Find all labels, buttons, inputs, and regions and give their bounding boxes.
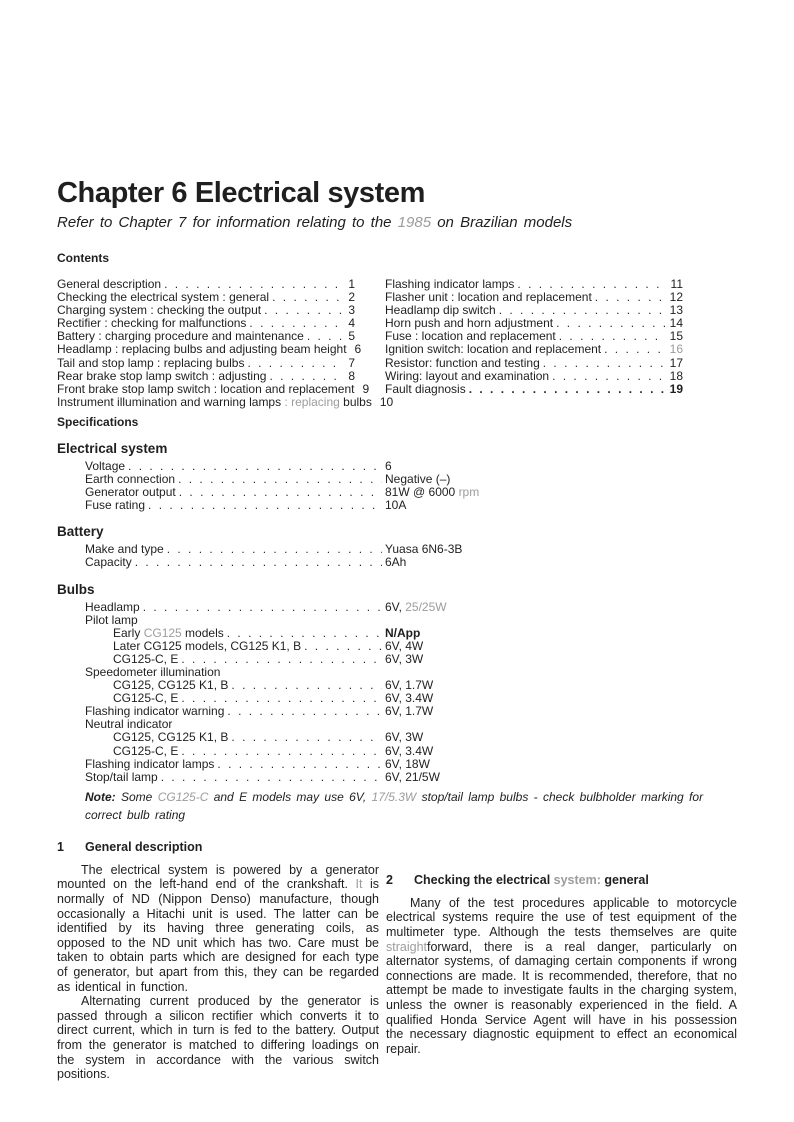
- spec-section-title: Bulbs: [57, 581, 95, 597]
- text-segment: N/App: [385, 625, 421, 640]
- paragraph: [57, 994, 379, 1082]
- text-segment: straight: [386, 939, 427, 954]
- text-segment: Pilot lamp: [85, 612, 138, 627]
- text-segment: on Brazilian models: [431, 214, 573, 231]
- text-segment: Rectifier : checking for malfunctions: [57, 316, 247, 331]
- text-segment: Flashing indicator lamps: [85, 756, 215, 771]
- text-segment: Refer to Chapter 7 for information relating to the: [57, 214, 398, 231]
- text-segment: 6Ah: [385, 555, 407, 570]
- contents-item-page: 15: [669, 329, 683, 344]
- contents-item-page: 1: [348, 277, 355, 291]
- text-segment: Stop/tail lamp: [85, 769, 158, 784]
- dot-leader: [604, 343, 665, 356]
- text-segment: Charging system : checking the output: [57, 303, 262, 318]
- text-segment: CG125, CG125 K1, B: [113, 730, 229, 745]
- spec-row-value: [385, 705, 737, 718]
- contents-list: [57, 278, 737, 409]
- text-segment: Later CG125 models, CG125 K1, B: [113, 638, 302, 653]
- text-segment: Speedometer illumination: [85, 664, 221, 679]
- dot-leader: [595, 291, 665, 304]
- text-segment: General description: [85, 839, 203, 854]
- text-segment: Checking the electrical system : general: [57, 290, 270, 305]
- dot-leader: [272, 291, 343, 304]
- text-segment: Front brake stop lamp switch : location and replacement: [57, 381, 355, 396]
- dot-leader: [135, 556, 382, 569]
- text-segment: Some: [121, 789, 158, 804]
- text-segment: Fuse : location and replacement: [385, 329, 556, 344]
- dot-leader: [178, 473, 382, 486]
- spec-row: [57, 556, 737, 569]
- text-segment: forward, there is a real danger, particularly on alternator systems, of damaging certain components if wrong connections are made. It is recommended, therefore, that no attempt be made to investigate faults in the charging system, unless the owner is reasonably experienced in the field. A qualified Honda Service Agent will have in his possession the necessary diagnostic equipment to effect an economical repair.: [386, 939, 737, 1056]
- contents-item-page: 18: [669, 368, 683, 383]
- dot-leader: [264, 304, 343, 317]
- page-title: Chapter 6 Electrical system: [57, 177, 425, 209]
- spec-section: [57, 525, 737, 569]
- text-segment: Flashing indicator warning: [85, 704, 225, 719]
- text-segment: Negative (–): [385, 472, 451, 487]
- spec-row-value: [385, 601, 737, 614]
- dot-leader: [231, 731, 382, 744]
- page-subtitle: [57, 213, 737, 232]
- spec-row-value: [385, 499, 737, 512]
- body-left-column: [57, 840, 379, 1082]
- text-segment: is normally of ND (Nippon Denso) manufacture, though occasionally a Hitachi unit is used. The latter can be identified by its having three generating coils, as opposed to the ND unit which has two. Care must be taken to obtain parts which are designed for each type of generator, but apart from this, they can be regarded as identical in function.: [57, 877, 379, 994]
- text-segment: Headlamp dip switch: [385, 303, 496, 318]
- spec-row-value: [385, 627, 737, 640]
- contents-item-page: 11: [670, 277, 683, 291]
- text-segment: The electrical system is powered by a generator mounted on the left-hand end of the crankshaft.: [57, 862, 379, 892]
- text-segment: 6V, 1.7W: [385, 678, 434, 693]
- text-segment: 6V, 3.4W: [385, 743, 434, 758]
- dot-leader: [552, 370, 665, 383]
- text-segment: Capacity: [85, 555, 132, 570]
- spec-row-value: [385, 486, 737, 499]
- text-segment: CG125, CG125 K1, B: [113, 678, 229, 693]
- spec-note: [85, 788, 737, 824]
- text-segment: Generator output: [85, 485, 176, 500]
- spec-section-title: Electrical system: [57, 440, 168, 456]
- text-segment: CG125-C, E: [113, 743, 179, 758]
- dot-leader: [227, 705, 382, 718]
- spec-row-label: [85, 499, 145, 512]
- text-segment: 6V, 3W: [385, 730, 424, 745]
- contents-left-column: [57, 277, 394, 409]
- text-segment: Yuasa 6N6-3B: [385, 542, 463, 557]
- contents-item: [57, 394, 394, 409]
- text-segment: Horn push and horn adjustment: [385, 316, 554, 331]
- spec-row-value: [385, 731, 737, 744]
- text-segment: : replacing: [284, 394, 340, 409]
- contents-item-page: 3: [348, 303, 355, 318]
- text-segment: Ignition switch: location and replacement: [385, 342, 602, 357]
- text-segment: General description: [57, 277, 162, 291]
- text-segment: general: [600, 872, 649, 887]
- section-heading: [57, 840, 379, 854]
- contents-item-page: 5: [348, 329, 355, 344]
- text-segment: Note:: [85, 789, 121, 804]
- specifications-block: [57, 442, 737, 824]
- text-segment: Tail and stop lamp : replacing bulbs: [57, 355, 245, 370]
- contents-item-page: 13: [669, 303, 683, 318]
- text-segment: 6V, 3.4W: [385, 691, 434, 706]
- contents-item-page: 12: [669, 290, 683, 305]
- text-segment: Flasher unit : location and replacement: [385, 290, 592, 305]
- text-segment: CG125-C: [157, 789, 209, 804]
- spec-row-value: [385, 771, 737, 784]
- spec-section: [57, 583, 737, 824]
- text-segment: Make and type: [85, 542, 164, 557]
- text-segment: bulbs: [339, 394, 372, 409]
- dot-leader: [179, 486, 382, 499]
- text-segment: 6V, 21/5W: [385, 769, 440, 784]
- spec-row-value: [385, 692, 737, 705]
- text-segment: 17/5.3W: [371, 789, 417, 804]
- contents-item-page: 19: [669, 381, 683, 396]
- text-segment: Fault diagnosis: [385, 381, 466, 396]
- spec-row-value: [385, 653, 737, 666]
- contents-item-page: 10: [379, 394, 394, 409]
- spec-row-value: [385, 543, 737, 556]
- spec-section: [57, 442, 737, 512]
- text-segment: Headlamp : replacing bulbs and adjusting beam height: [57, 342, 347, 357]
- contents-item-page: 2: [348, 290, 355, 305]
- text-segment: Flashing indicator lamps: [385, 277, 515, 291]
- dot-leader: [161, 771, 382, 784]
- contents-right-column: [385, 278, 683, 409]
- text-segment: Fuse rating: [85, 498, 146, 513]
- dot-leader: [167, 543, 382, 556]
- contents-item: [385, 383, 683, 396]
- text-segment: models: [181, 625, 224, 640]
- spec-row: [57, 499, 737, 512]
- text-segment: 6V, 3W: [385, 651, 424, 666]
- text-segment: Rear brake stop lamp switch : adjusting: [57, 368, 267, 383]
- dot-leader: [543, 357, 665, 370]
- text-segment: 81W @ 6000: [385, 485, 459, 500]
- text-segment: 25/25W: [405, 599, 447, 614]
- section-heading: [386, 873, 737, 887]
- spec-row-value: [385, 679, 737, 692]
- dot-leader: [556, 317, 665, 330]
- dot-leader: [231, 679, 382, 692]
- contents-item-page: 9: [362, 381, 370, 396]
- text-segment: Many of the test procedures applicable to motorcycle electrical systems require the use of test equipment of the multimeter type. Although the tests themselves are quite: [386, 895, 737, 939]
- spec-row-value: [385, 556, 737, 569]
- text-segment: system:: [553, 872, 601, 887]
- text-segment: 10A: [385, 498, 407, 513]
- body-right-column: [386, 873, 737, 1057]
- text-segment: CG125-C, E: [113, 651, 179, 666]
- text-segment: Early: [113, 625, 144, 640]
- text-segment: Battery : charging procedure and maintenance: [57, 329, 304, 344]
- contents-item-label: [57, 396, 372, 409]
- spec-row-label: [85, 771, 158, 784]
- text-segment: Earth connection: [85, 472, 176, 487]
- paragraph: [386, 896, 737, 1057]
- dot-leader: [148, 499, 382, 512]
- body-text: [57, 840, 737, 1082]
- text-segment: Instrument illumination and warning lamps: [57, 394, 285, 409]
- text-segment: 1985: [397, 214, 432, 231]
- text-segment: Wiring: layout and examination: [385, 368, 550, 383]
- contents-item-page: 6: [354, 342, 362, 357]
- contents-item-page: 4: [348, 316, 355, 331]
- text-segment: Resistor: function and testing: [385, 355, 540, 370]
- text-segment: 6V,: [385, 599, 406, 614]
- text-segment: Alternating current produced by the generator is passed through a silicon rectifier which converts it to direct current, which in turn is fed to the battery. Output from the generator is matched to differing loadings on the system in accordance with the various switch positions.: [57, 994, 379, 1082]
- text-segment: It: [355, 877, 363, 892]
- spec-row-label: [85, 556, 132, 569]
- dot-leader: [217, 758, 382, 771]
- text-segment: 6V, 1.7W: [385, 704, 434, 719]
- text-segment: 6V, 18W: [385, 756, 430, 771]
- spec-section-title: Battery: [57, 524, 104, 540]
- contents-item-page: 16: [669, 342, 683, 357]
- dot-leader: [304, 640, 382, 653]
- contents-heading: Contents: [57, 251, 109, 265]
- spec-row-value: [385, 640, 737, 653]
- text-segment: stop/tail lamp bulbs - check bulbholder marking for correct bulb rating: [85, 789, 704, 822]
- specifications-heading: Specifications: [57, 414, 139, 429]
- contents-item-label: [385, 383, 466, 396]
- spec-row-value: [385, 745, 737, 758]
- contents-item-page: 8: [348, 368, 355, 383]
- text-segment: rpm: [458, 485, 480, 500]
- text-segment: CG125-C, E: [113, 691, 179, 706]
- section-number: 2: [386, 872, 393, 887]
- spec-row: [57, 601, 737, 614]
- contents-item-page: 7: [348, 355, 355, 370]
- text-segment: Headlamp: [85, 599, 140, 614]
- dot-leader: [143, 601, 382, 614]
- text-segment: 6: [385, 458, 392, 473]
- text-segment: 6V, 4W: [385, 638, 424, 653]
- text-segment: Checking the electrical: [414, 872, 554, 887]
- section-number: 1: [57, 839, 64, 854]
- text-segment: CG125: [143, 625, 182, 640]
- paragraph: [57, 863, 379, 994]
- text-segment: Voltage: [85, 458, 126, 473]
- text-segment: and E models may use 6V,: [208, 789, 372, 804]
- text-segment: Neutral indicator: [85, 717, 173, 732]
- contents-item-page: 14: [669, 316, 683, 331]
- dot-leader: [469, 383, 665, 396]
- spec-row: [57, 771, 737, 784]
- contents-item-page: 17: [669, 355, 683, 370]
